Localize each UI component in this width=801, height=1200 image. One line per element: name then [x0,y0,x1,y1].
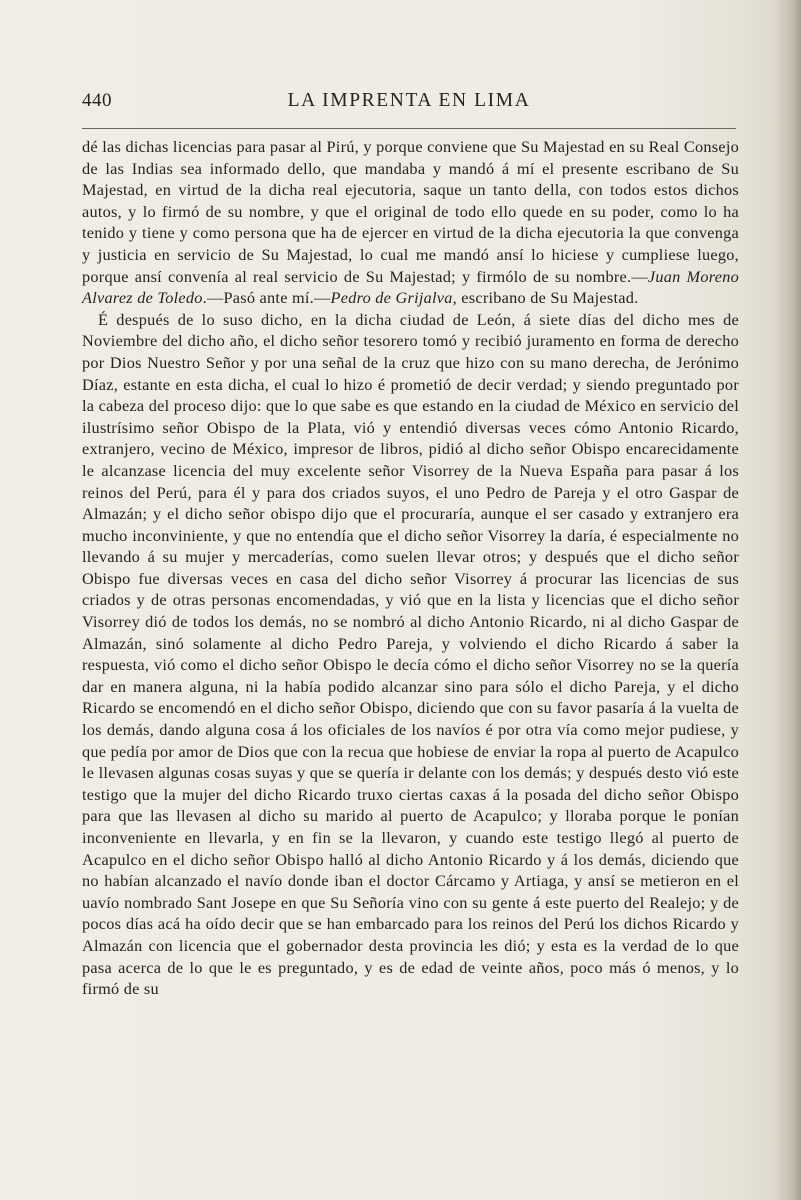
page-header [82,90,736,114]
signer-name-2: Pedro de Grijalva, [330,288,457,308]
running-head: LA IMPRENTA EN LIMA [287,90,531,111]
paragraph-1-text-a: dé las dichas licencias para pasar al Pirú, y porque conviene que Su Majestad en su Real Consejo de las Indias sea informado dello, que mandaba y mandó á mí el presente escribano de Su Majestad, en virtud de la dicha real ejecutoria, saque un tanto della, con todos estos dichos autos, y lo firmó de su nombre, y que el original de todo ello quede en su poder, como lo ha tenido y tiene y como persona que ha de ejercer en virtud de la dicha ejecutoria la que convenga y justicia en servicio de Su Majestad, lo cual me mandó ansí lo hiciese y cumpliese luego, porque ansí convenía al real servicio de Su Majestad; y firmólo de su nombre.— [82,137,739,286]
page-number: 440 [82,90,112,111]
paragraph-1-text-b: .—Pasó ante mí.— [202,288,331,308]
page-edge-shadow [773,0,801,1200]
header-rule [82,128,736,129]
signer-name-1: Juan Moreno Alvarez de Toledo [82,266,739,308]
paragraph-1 [82,136,739,309]
paragraph-2: É después de lo suso dicho, en la dicha ciudad de León, á siete días del dicho mes de Noviembre del dicho año, el dicho señor tesorero tomó y recibió juramento en forma de derecho por Dios Nuestro Señor y por una señal de la cruz que hizo con su mano derecha, de Jerónimo Díaz, estante en esta dicha, el cual lo hizo é prometió de decir verdad; y siendo preguntado por la cabeza del proceso dijo: que lo que sabe es que estando en la ciudad de México en servicio del ilustrísimo señor Obispo de la Plata, vió y entendió diversas veces cómo Antonio Ricardo, extranjero, vecino de México, impresor de libros, pidió al dicho señor Obispo encarecidamente le alcanzase licencia del muy excelente señor Visorrey de la Nueva España para pasar á los reinos del Perú, para él y para dos criados suyos, el uno Pedro de Pareja y el otro Gaspar de Almazán; y el dicho señor obispo dijo que el procuraría, aunque el ser casado y extranjero era mucho inconviniente, y que no entendía que el dicho señor Visorrey la daría, é especialmente no llevando á su mujer y mercaderías, como suelen llevar otros; y después que el dicho señor Obispo fue diversas veces en casa del dicho señor Visorrey á procurar las licencias de sus criados y de otras personas encomendadas, y vió que en la lista y licencias que el dicho señor Visorrey dió de todos los demás, no se nombró al dicho Antonio Ricardo, ni al dicho Gaspar de Almazán, sinó solamente al dicho Pedro Pareja, y volviendo el dicho Ricardo á saber la respuesta, vió como el dicho señor Obispo le decía cómo el dicho señor Visorrey no se la quería dar en manera alguna, ni la había podido alcanzar sino para sólo el dicho Pareja, y el dicho Ricardo se encomendó en el dicho señor Obispo, diciendo que con su favor pasaría á la vuelta de los demás, dando alguna cosa á los oficiales de los navíos é por otra vía como mejor pudiese, y que pedía por amor de Dios que con la recua que hobiese de enviar la ropa al puerto de Acapulco le llevasen algunas cosas suyas y que se quería ir delante con los demás; y después desto vió este testigo que la mujer del dicho Ricardo truxo ciertas caxas á la posada del dicho señor Obispo para que las llevasen al dicho su marido al puerto de Acapulco; y lloraba porque le ponían inconveniente en llevarla, y en fin se la llevaron, y cuando este testigo llegó al puerto de Acapulco en el dicho señor Obispo halló al dicho Antonio Ricardo y á los demás, diciendo que no habían alcanzado el navío donde iban el doctor Cárcamo y Artiaga, y ansí se metieron en el uavío nombrado Sant Josepe en que Su Señoría vino con su gente á este puerto del Realejo; y de pocos días acá ha oído decir que se han embarcado para los reinos del Perú los dichos Ricardo y Almazán con licencia que el gobernador desta provincia les dió; y esta es la verdad de lo que pasa acerca de lo que le es preguntado, y es de edad de veinte años, poco más ó menos, y lo firmó de su [82,309,739,999]
body-text [82,136,739,1000]
paragraph-1-text-c: escribano de Su Majestad. [456,288,639,308]
